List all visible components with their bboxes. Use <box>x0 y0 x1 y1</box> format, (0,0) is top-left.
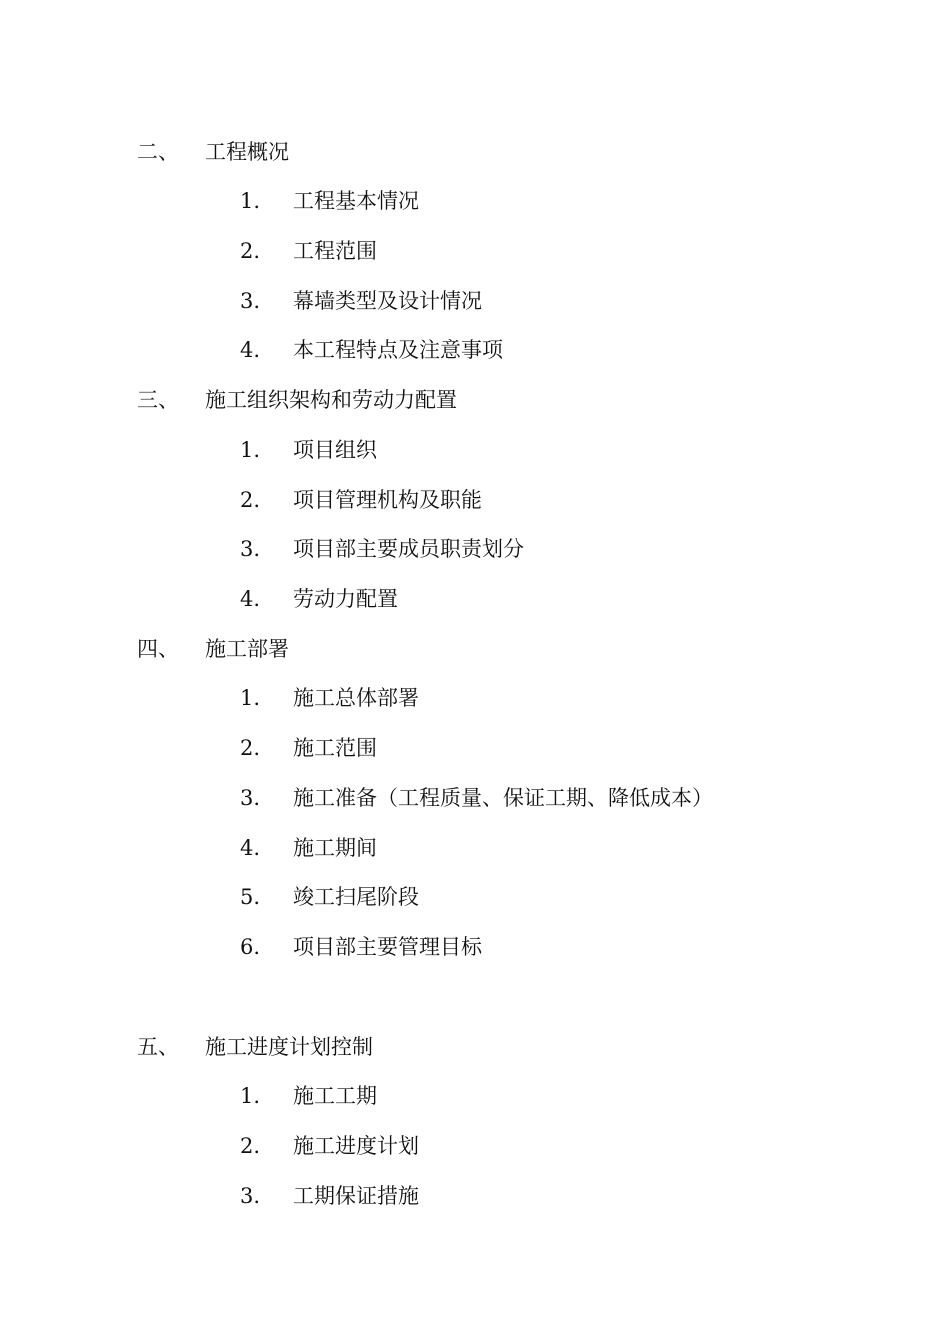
item-number: 3. <box>240 537 261 561</box>
section-number: 四、 <box>137 637 179 661</box>
item-title: 施工范围 <box>293 736 377 760</box>
item-number: 1. <box>240 1084 261 1108</box>
section-title: 施工组织架构和劳动力配置 <box>205 388 457 412</box>
item-title: 项目组织 <box>293 438 377 462</box>
item-title: 项目管理机构及职能 <box>293 488 482 512</box>
item-title: 工程基本情况 <box>293 189 419 213</box>
item-title: 项目部主要成员职责划分 <box>293 537 524 561</box>
item-title: 施工总体部署 <box>293 686 419 710</box>
item-number: 3. <box>240 289 261 313</box>
item-number: 3. <box>240 1184 261 1208</box>
item-title: 幕墙类型及设计情况 <box>293 289 482 313</box>
item-title: 工期保证措施 <box>293 1184 419 1208</box>
item-title: 竣工扫尾阶段 <box>293 885 419 909</box>
section-title: 施工部署 <box>205 637 289 661</box>
item-number: 4. <box>240 836 261 860</box>
item-number: 4. <box>240 587 261 611</box>
item-title: 施工进度计划 <box>293 1134 419 1158</box>
item-number: 3. <box>240 786 261 810</box>
item-number: 1. <box>240 686 261 710</box>
item-title: 劳动力配置 <box>293 587 398 611</box>
section-number: 三、 <box>137 388 179 412</box>
item-number: 2. <box>240 239 261 263</box>
item-number: 6. <box>240 935 261 959</box>
item-number: 2. <box>240 1134 261 1158</box>
item-number: 1. <box>240 438 261 462</box>
item-number: 2. <box>240 488 261 512</box>
item-number: 2. <box>240 736 261 760</box>
item-title: 施工工期 <box>293 1084 377 1108</box>
section-title: 施工进度计划控制 <box>205 1035 373 1059</box>
item-title: 本工程特点及注意事项 <box>293 338 503 362</box>
item-number: 1. <box>240 189 261 213</box>
item-number: 4. <box>240 338 261 362</box>
item-title: 工程范围 <box>293 239 377 263</box>
section-title: 工程概况 <box>205 140 289 164</box>
item-title: 施工期间 <box>293 836 377 860</box>
section-number: 二、 <box>137 140 179 164</box>
item-number: 5. <box>240 885 261 909</box>
section-number: 五、 <box>137 1035 179 1059</box>
item-title: 施工准备（工程质量、保证工期、降低成本） <box>293 786 713 810</box>
item-title: 项目部主要管理目标 <box>293 935 482 959</box>
